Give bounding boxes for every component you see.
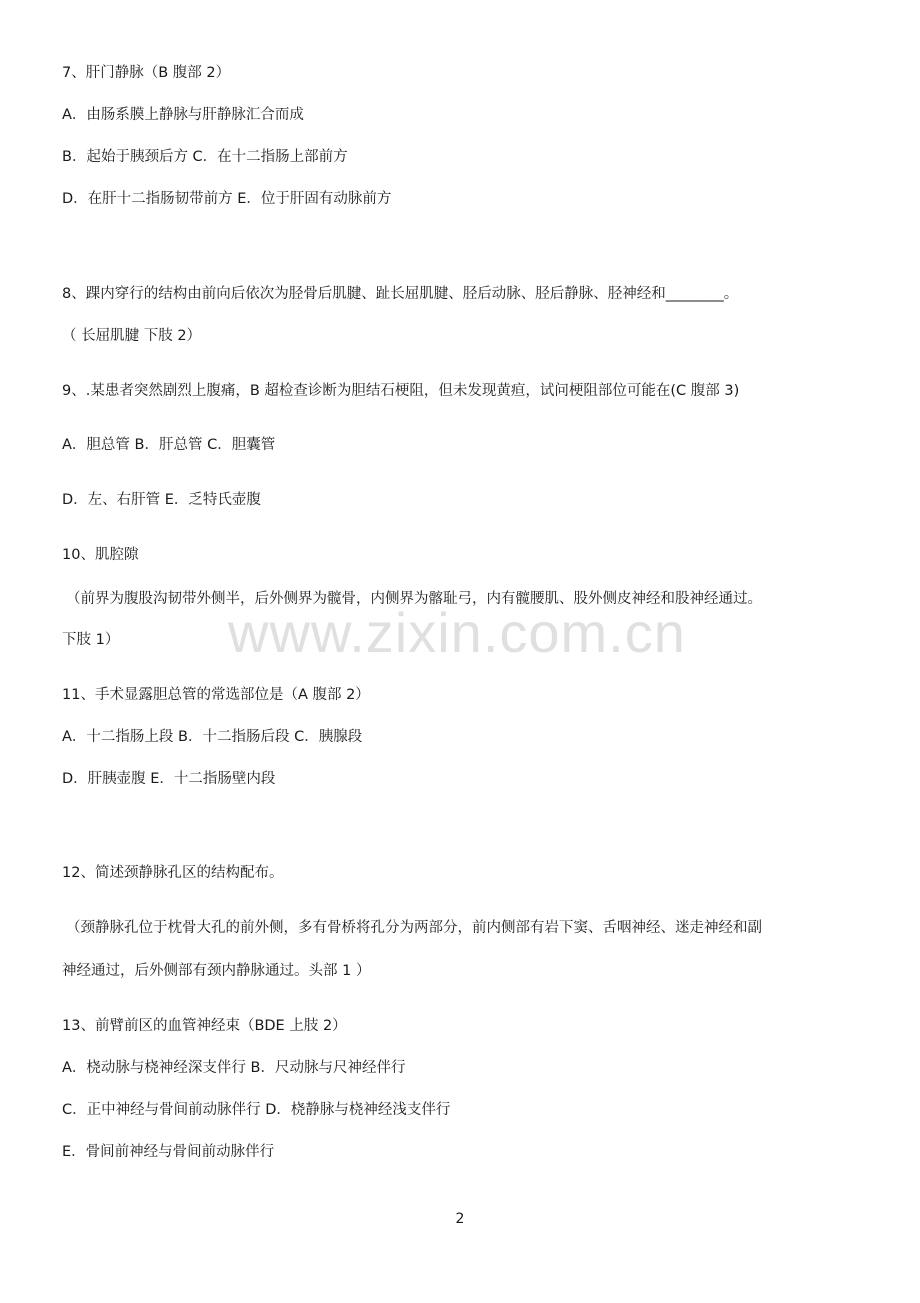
question-12-answer: （颈静脉孔位于枕骨大孔的前外侧，多有骨桥将孔分为两部分，前内侧部有岩下窦、舌咽神经、迷走神经和副 [66,920,762,936]
question-13: 13、前臂前区的血管神经束（BDE 上肢 2） [62,1018,347,1034]
question-13-option-e: E．骨间前神经与骨间前动脉伴行 [62,1144,275,1160]
question-10-answer-end: 下肢 1） [62,632,120,648]
question-8: 8、踝内穿行的结构由前向后依次为胫骨后肌腱、趾长屈肌腱、胫后动脉、胫后静脉、胫神经和________。 [62,286,739,302]
question-12: 12、简述颈静脉孔区的结构配布。 [62,865,284,881]
question-11: 11、手术显露胆总管的常选部位是（A 腹部 2） [62,687,370,703]
question-7-option-de: D．在肝十二指肠韧带前方 E．位于肝固有动脉前方 [62,191,392,207]
question-13-option-ab: A．桡动脉与桡神经深支伴行 B．尺动脉与尺神经伴行 [62,1060,406,1076]
watermark: www.zixin.com.cn [228,601,686,664]
question-9-option-abc: A．胆总管 B．肝总管 C．胆囊管 [62,437,276,453]
question-10: 10、肌腔隙 [62,547,139,563]
question-11-option-de: D．肝胰壶腹 E．十二指肠壁内段 [62,771,276,787]
question-12-answer-end: 神经通过，后外侧部有颈内静脉通过。头部 1 ） [62,963,371,979]
question-7-option-bc: B．起始于胰颈后方 C．在十二指肠上部前方 [62,149,348,165]
question-9: 9、.某患者突然剧烈上腹痛，B 超检查诊断为胆结石梗阻，但未发现黄疸，试问梗阻部位可能在(C 腹部 3) [62,383,740,399]
page-number: 2 [455,1211,465,1227]
question-13-option-cd: C．正中神经与骨间前动脉伴行 D．桡静脉与桡神经浅支伴行 [62,1102,451,1118]
question-8-answer: （ 长屈肌腱 下肢 2） [62,328,202,344]
question-9-option-de: D．左、右肝管 E．乏特氏壶腹 [62,492,261,508]
question-10-answer: （前界为腹股沟韧带外侧半，后外侧界为髋骨，内侧界为髂耻弓，内有髋腰肌、股外侧皮神经和股神经通过。 [66,591,762,607]
question-7: 7、肝门静脉（B 腹部 2） [62,65,231,81]
question-11-option-abc: A．十二指肠上段 B．十二指肠后段 C．胰腺段 [62,729,363,745]
question-7-option-a: A．由肠系膜上静脉与肝静脉汇合而成 [62,107,304,123]
